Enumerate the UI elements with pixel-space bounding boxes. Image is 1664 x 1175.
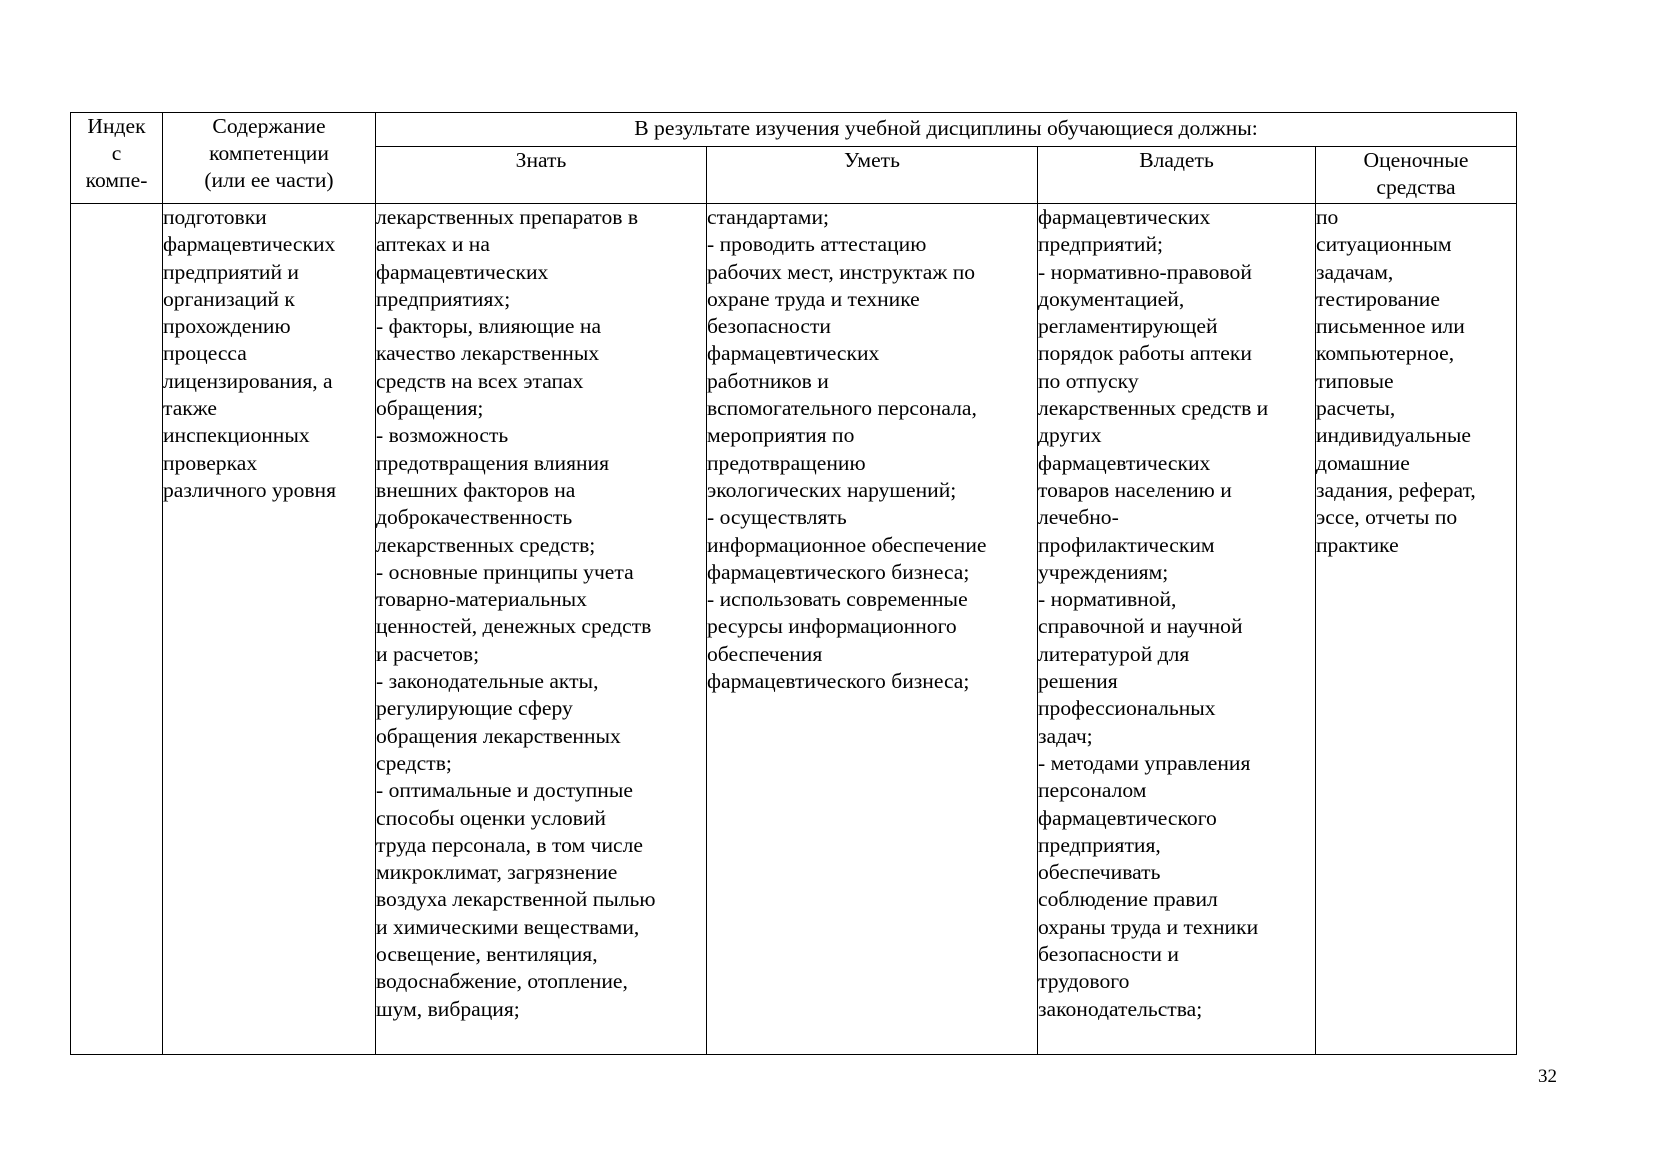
header-result: В результате изучения учебной дисциплины обучающиеся должны: <box>376 113 1517 147</box>
cell-line: типовые <box>1316 368 1394 393</box>
cell-line: средств; <box>376 750 452 775</box>
header-content-line: Содержание <box>212 114 326 138</box>
cell-line: соблюдение правил <box>1038 887 1218 912</box>
cell-line: - осуществлять <box>707 505 847 530</box>
header-index-line: с <box>111 141 122 165</box>
cell-line: практике <box>1316 532 1399 557</box>
cell-line: работников и <box>707 368 829 393</box>
cell-line: индивидуальные <box>1316 423 1471 448</box>
header-know: Знать <box>376 147 707 204</box>
cell-line: письменное или <box>1316 314 1465 339</box>
cell-content <box>163 204 376 1055</box>
cell-line: ситуационным <box>1316 232 1452 257</box>
header-content-line: компетенции <box>209 141 329 165</box>
cell-line: прохождению <box>163 314 291 339</box>
cell-line: - возможность <box>376 423 509 448</box>
cell-line: внешних факторов на <box>376 477 576 502</box>
cell-line: шум, вибрация; <box>376 996 520 1021</box>
cell-line: информационное обеспечение <box>707 532 987 557</box>
header-content <box>163 113 376 204</box>
cell-line: персоналом <box>1038 778 1147 803</box>
cell-line: предотвращения влияния <box>376 450 610 475</box>
cell-line: - проводить аттестацию <box>707 232 927 257</box>
cell-line: профилактическим <box>1038 532 1215 557</box>
cell-line: фармацевтических <box>376 259 549 284</box>
cell-line: домашние <box>1316 450 1410 475</box>
cell-line: - законодательные акты, <box>376 669 599 694</box>
cell-evaluation <box>1316 204 1517 1055</box>
cell-line: безопасности <box>707 314 831 339</box>
cell-line: фармацевтического бизнеса; <box>707 669 970 694</box>
header-own: Владеть <box>1038 147 1316 204</box>
cell-line: предотвращению <box>707 450 866 475</box>
cell-line: трудового <box>1038 969 1130 994</box>
cell-line: организаций к <box>163 286 295 311</box>
header-index <box>71 113 163 204</box>
cell-index <box>71 204 163 1055</box>
header-content-line: (или ее части) <box>204 168 334 192</box>
cell-line: фармацевтических <box>163 232 336 257</box>
cell-line: задачам, <box>1316 259 1394 284</box>
cell-line: фармацевтических <box>707 341 880 366</box>
cell-line: по <box>1316 205 1339 229</box>
cell-line: учреждениям; <box>1038 559 1169 584</box>
cell-line: - нормативной, <box>1038 587 1177 612</box>
cell-line: фармацевтического бизнеса; <box>707 559 970 584</box>
cell-line: профессиональных <box>1038 696 1216 721</box>
cell-line: ценностей, денежных средств <box>376 614 652 639</box>
cell-line: качество лекарственных <box>376 341 600 366</box>
cell-line: регулирующие сферу <box>376 696 573 721</box>
cell-line: ресурсы информационного <box>707 614 957 639</box>
cell-line: других <box>1038 423 1102 448</box>
cell-line: воздуха лекарственной пылью <box>376 887 656 912</box>
cell-line: задания, реферат, <box>1316 477 1476 502</box>
cell-line: аптеках и на <box>376 232 490 257</box>
cell-line: безопасности и <box>1038 942 1179 967</box>
cell-line: лечебно- <box>1038 505 1119 530</box>
cell-line: доброкачественность <box>376 505 573 530</box>
cell-line: охраны труда и техники <box>1038 914 1259 939</box>
cell-line: - нормативно-правовой <box>1038 259 1252 284</box>
cell-own <box>1038 204 1316 1055</box>
cell-line: товарно-материальных <box>376 587 587 612</box>
header-evaluation <box>1316 147 1517 204</box>
cell-line: процесса <box>163 341 247 366</box>
cell-line: средств на всех этапах <box>376 368 584 393</box>
cell-line: лекарственных препаратов в <box>376 205 639 229</box>
cell-line: освещение, вентиляция, <box>376 942 598 967</box>
cell-line: экологических нарушений; <box>707 477 957 502</box>
cell-line: предприятия, <box>1038 832 1161 857</box>
cell-line: мероприятия по <box>707 423 855 448</box>
cell-line: микроклимат, загрязнение <box>376 860 618 885</box>
header-row-top <box>71 113 1517 147</box>
competence-table <box>70 112 1517 1055</box>
cell-line: охране труда и технике <box>707 286 920 311</box>
cell-line: труда персонала, в том числе <box>376 832 643 857</box>
cell-line: - использовать современные <box>707 587 968 612</box>
table-row <box>71 204 1517 1055</box>
cell-line: обеспечивать <box>1038 860 1161 885</box>
cell-line: - оптимальные и доступные <box>376 778 633 803</box>
cell-line: документацией, <box>1038 286 1185 311</box>
cell-line: лекарственных средств и <box>1038 396 1269 421</box>
cell-line: - основные принципы учета <box>376 559 634 584</box>
cell-line: подготовки <box>163 205 267 229</box>
cell-line: справочной и научной <box>1038 614 1243 639</box>
cell-line: решения <box>1038 669 1118 694</box>
cell-line: законодательства; <box>1038 996 1203 1021</box>
cell-line: инспекционных <box>163 423 310 448</box>
cell-line: лекарственных средств; <box>376 532 596 557</box>
cell-line: различного уровня <box>163 477 337 502</box>
cell-line: и расчетов; <box>376 641 480 666</box>
cell-line: литературой для <box>1038 641 1190 666</box>
cell-line: фармацевтических <box>1038 450 1211 475</box>
cell-line: по отпуску <box>1038 368 1139 393</box>
cell-line: компьютерное, <box>1316 341 1455 366</box>
cell-line: расчеты, <box>1316 396 1396 421</box>
header-can: Уметь <box>707 147 1038 204</box>
header-index-line: компе- <box>85 168 148 192</box>
page-number: 32 <box>1538 1066 1557 1087</box>
cell-line: проверках <box>163 450 258 475</box>
cell-line: лицензирования, а <box>163 368 333 393</box>
cell-line: эссе, отчеты по <box>1316 505 1458 530</box>
cell-can <box>707 204 1038 1055</box>
cell-line: - методами управления <box>1038 750 1251 775</box>
cell-line: обеспечения <box>707 641 823 666</box>
cell-line: также <box>163 396 217 421</box>
cell-line: порядок работы аптеки <box>1038 341 1252 366</box>
cell-line: тестирование <box>1316 286 1440 311</box>
cell-know <box>376 204 707 1055</box>
cell-line: способы оценки условий <box>376 805 606 830</box>
header-evaluation-line: Оценочные <box>1363 148 1469 173</box>
cell-line: обращения лекарственных <box>376 723 621 748</box>
cell-line: вспомогательного персонала, <box>707 396 977 421</box>
cell-line: предприятий; <box>1038 232 1164 257</box>
cell-line: стандартами; <box>707 205 830 229</box>
cell-line: фармацевтического <box>1038 805 1217 830</box>
cell-line: предприятий и <box>163 259 299 284</box>
cell-line: товаров населению и <box>1038 477 1232 502</box>
cell-line: и химическими веществами, <box>376 914 640 939</box>
header-evaluation-line: средства <box>1376 175 1456 200</box>
cell-line: фармацевтических <box>1038 205 1211 229</box>
cell-line: обращения; <box>376 396 484 421</box>
cell-line: рабочих мест, инструктаж по <box>707 259 976 284</box>
cell-line: регламентирующей <box>1038 314 1218 339</box>
cell-line: водоснабжение, отопление, <box>376 969 628 994</box>
header-index-line: Индек <box>87 114 146 138</box>
cell-line: - факторы, влияющие на <box>376 314 602 339</box>
cell-line: предприятиях; <box>376 286 511 311</box>
cell-line: задач; <box>1038 723 1093 748</box>
